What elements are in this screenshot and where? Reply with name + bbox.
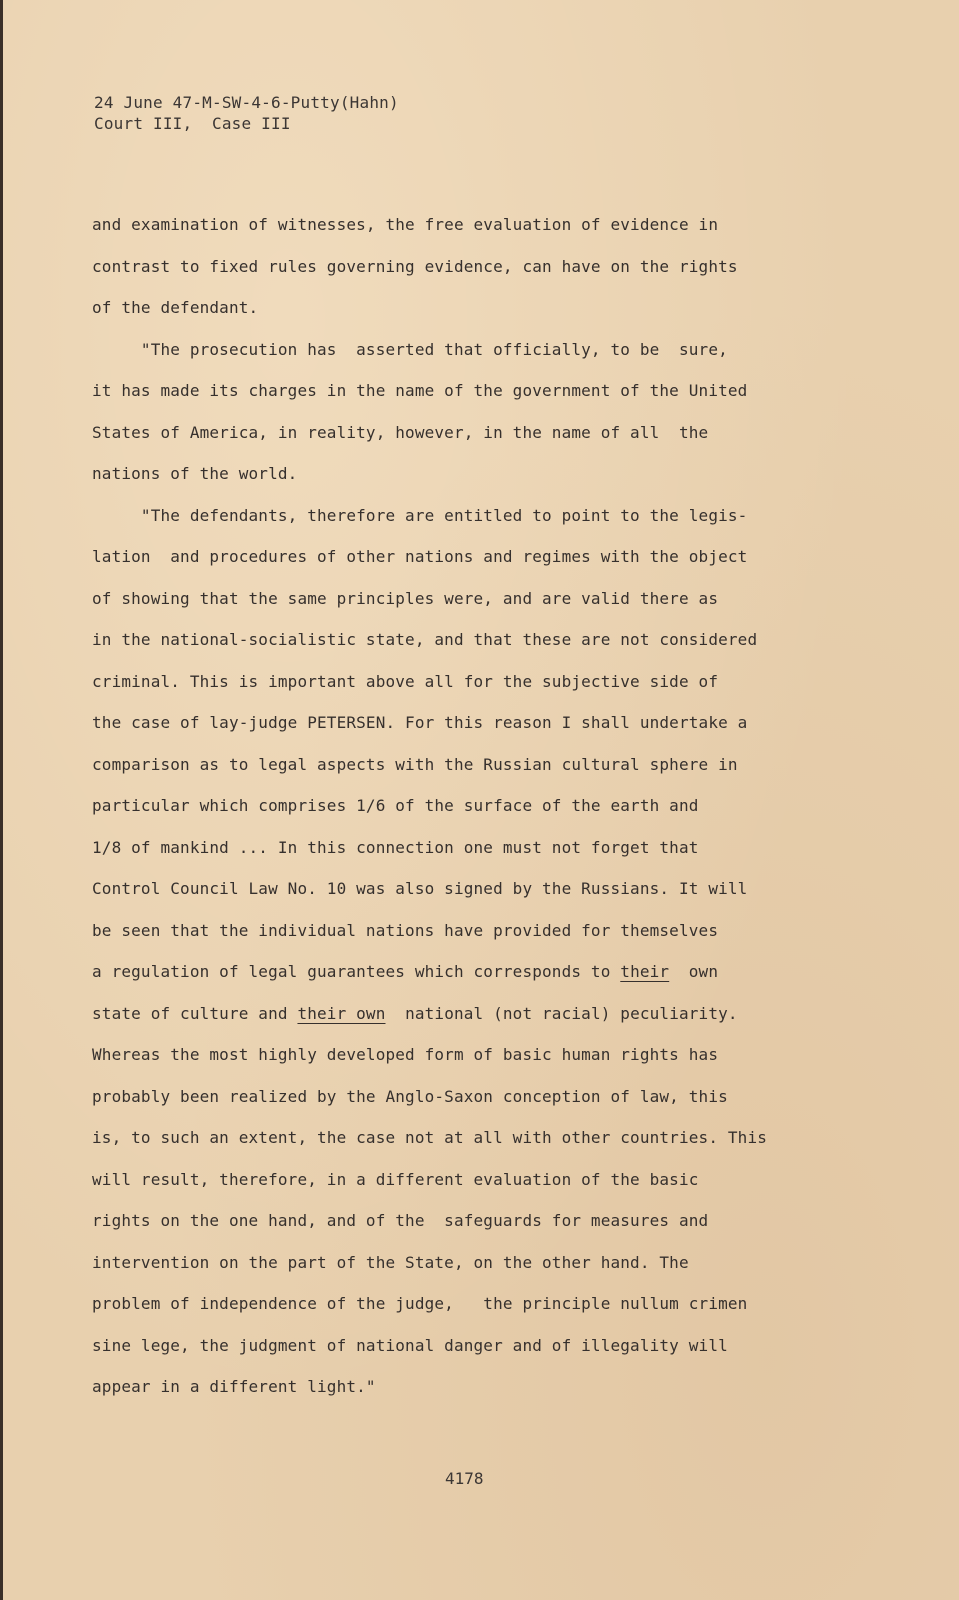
body-line: nations of the world. bbox=[92, 464, 298, 483]
body-line: problem of independence of the judge, the principle nullum crimen bbox=[92, 1294, 748, 1313]
body-line: Whereas the most highly developed form of basic human rights has bbox=[92, 1045, 719, 1064]
header-court-case: Court III, Case III bbox=[94, 114, 291, 133]
body-line: contrast to fixed rules governing evidence, can have on the rights bbox=[92, 256, 738, 276]
body-line: and examination of witnesses, the free evaluation of evidence in bbox=[92, 215, 719, 234]
text-segment: state of culture and bbox=[92, 1003, 298, 1023]
page-edge-shadow bbox=[0, 0, 3, 1600]
header-date-reference: 24 June 47-M-SW-4-6-Putty(Hahn) bbox=[94, 93, 399, 112]
body-line-underlined bbox=[92, 951, 812, 993]
body-line: rights on the one hand, and of the safeguards for measures and bbox=[92, 1211, 709, 1230]
body-line: in the national-socialistic state, and that these are not considered bbox=[92, 630, 758, 649]
body-line: States of America, in reality, however, in the name of all the bbox=[92, 422, 709, 442]
underlined-text: their own bbox=[297, 1003, 386, 1023]
body-line: particular which comprises 1/6 of the surface of the earth and bbox=[92, 796, 699, 815]
text-segment: national (not racial) peculiarity. bbox=[385, 1003, 738, 1023]
body-line: criminal. This is important above all for the subjective side of bbox=[92, 671, 719, 691]
body-line: appear in a different light." bbox=[92, 1377, 376, 1396]
text-segment: a regulation of legal guarantees which corresponds to bbox=[92, 962, 621, 981]
underlined-text: their bbox=[620, 962, 670, 981]
body-line: Control Council Law No. 10 was also signed by the Russians. It will bbox=[92, 879, 748, 898]
body-line: sine lege, the judgment of national danger and of illegality will bbox=[92, 1335, 728, 1355]
body-line: "The prosecution has asserted that officially, to be sure, bbox=[92, 339, 728, 359]
body-line-underlined bbox=[92, 993, 812, 1035]
page-number: 4178 bbox=[445, 1469, 484, 1488]
body-line: lation and procedures of other nations and regimes with the object bbox=[92, 547, 748, 566]
body-line: 1/8 of mankind ... In this connection one must not forget that bbox=[92, 837, 699, 857]
transcript-header bbox=[94, 92, 399, 134]
body-line: it has made its charges in the name of the government of the United bbox=[92, 381, 748, 400]
body-line: intervention on the part of the State, on the other hand. The bbox=[92, 1252, 689, 1272]
transcript-body bbox=[92, 204, 812, 1408]
body-line: be seen that the individual nations have provided for themselves bbox=[92, 920, 719, 940]
body-line: of the defendant. bbox=[92, 298, 259, 317]
body-line: probably been realized by the Anglo-Saxon conception of law, this bbox=[92, 1086, 728, 1106]
text-segment: own bbox=[669, 962, 719, 981]
body-line: the case of lay-judge PETERSEN. For this reason I shall undertake a bbox=[92, 713, 748, 732]
body-line: will result, therefore, in a different evaluation of the basic bbox=[92, 1169, 699, 1189]
body-line: is, to such an extent, the case not at all with other countries. This bbox=[92, 1128, 768, 1147]
body-line: of showing that the same principles were, and are valid there as bbox=[92, 588, 719, 608]
body-line: comparison as to legal aspects with the Russian cultural sphere in bbox=[92, 754, 738, 774]
body-line: "The defendants, therefore are entitled to point to the legis- bbox=[92, 505, 748, 525]
